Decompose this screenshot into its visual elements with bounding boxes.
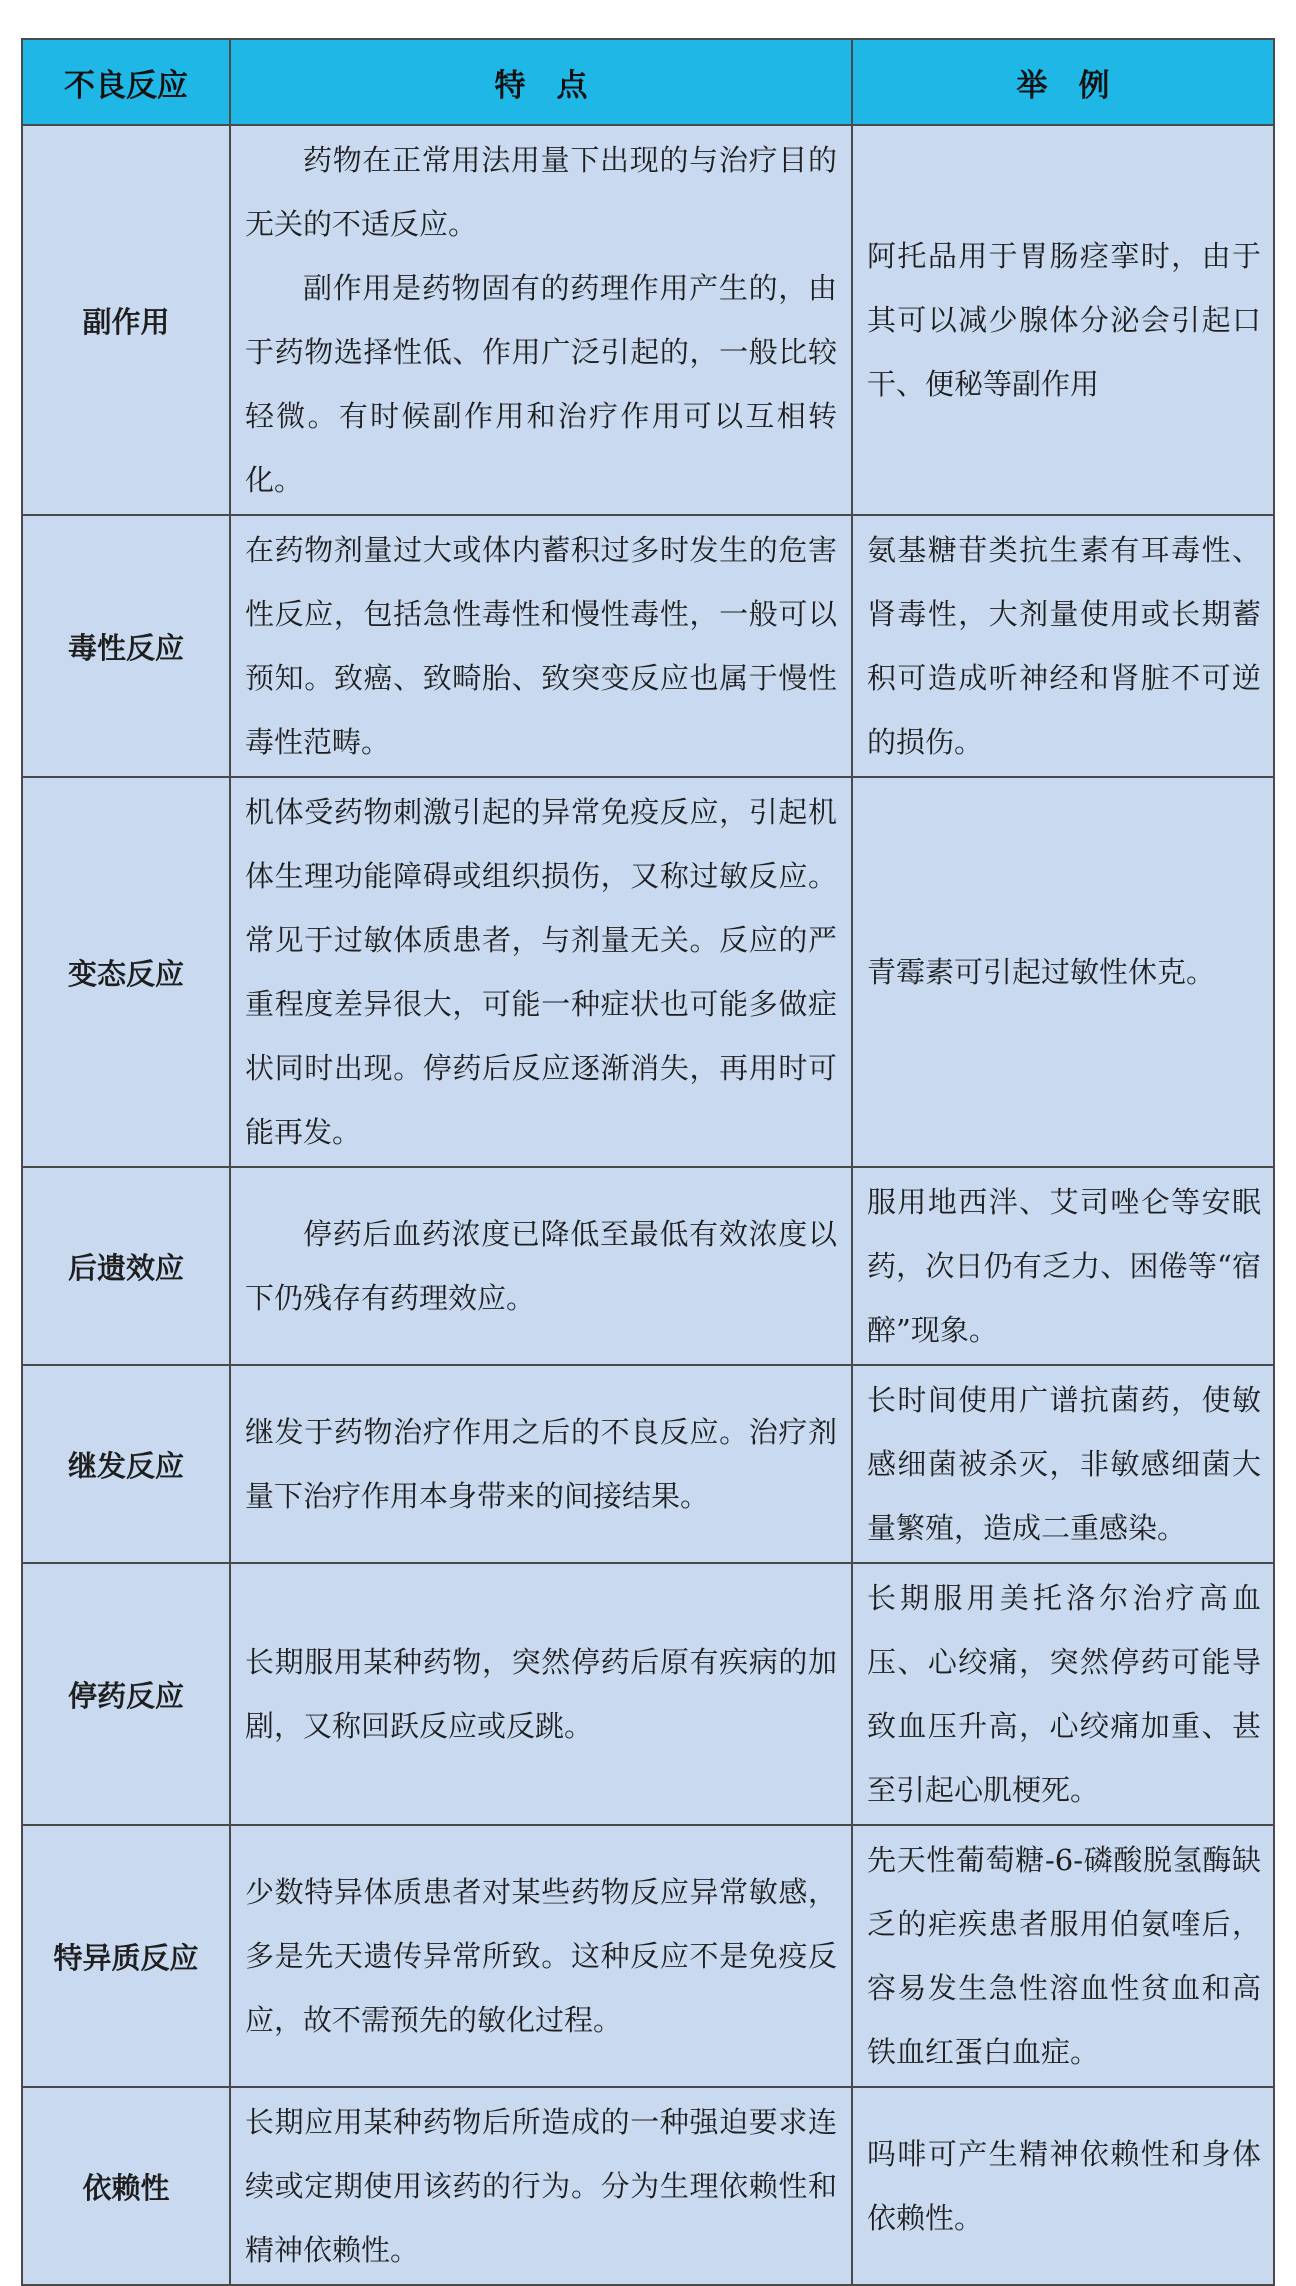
header-example: 举 例 <box>852 39 1274 125</box>
header-reaction: 不良反应 <box>22 39 230 125</box>
feature-paragraph: 停药后血药浓度已降低至最低有效浓度以下仍残存有药理效应。 <box>245 1217 837 1315</box>
feature-paragraph: 少数特异体质患者对某些药物反应异常敏感，多是先天遗传异常所致。这种反应不是免疫反应，故不需预先的敏化过程。 <box>245 1875 837 2037</box>
reaction-feature <box>230 1365 852 1563</box>
reaction-feature <box>230 1167 852 1365</box>
feature-paragraph: 长期服用某种药物，突然停药后原有疾病的加剧，又称回跃反应或反跳。 <box>245 1645 837 1743</box>
reaction-feature <box>230 125 852 515</box>
table-row <box>22 777 1274 1167</box>
reaction-example: 青霉素可引起过敏性休克。 <box>852 777 1274 1167</box>
feature-paragraph: 机体受药物刺激引起的异常免疫反应，引起机体生理功能障碍或组织损伤，又称过敏反应。常见于过敏体质患者，与剂量无关。反应的严重程度差异很大，可能一种症状也可能多做症状同时出现。停药后反应逐渐消失，再用时可能再发。 <box>245 795 837 1149</box>
table-row <box>22 1825 1274 2087</box>
reaction-example: 服用地西泮、艾司唑仑等安眠药，次日仍有乏力、困倦等“宿醉”现象。 <box>852 1167 1274 1365</box>
table-row <box>22 1563 1274 1825</box>
reaction-feature <box>230 777 852 1167</box>
reaction-name: 停药反应 <box>22 1563 230 1825</box>
table-header-row <box>22 39 1274 125</box>
reaction-example: 阿托品用于胃肠痉挛时，由于其可以减少腺体分泌会引起口干、便秘等副作用 <box>852 125 1274 515</box>
reaction-name: 副作用 <box>22 125 230 515</box>
reaction-name: 毒性反应 <box>22 515 230 777</box>
adverse-reaction-table <box>21 38 1275 2286</box>
reaction-feature <box>230 1825 852 2087</box>
reaction-name: 后遗效应 <box>22 1167 230 1365</box>
feature-paragraph: 在药物剂量过大或体内蓄积过多时发生的危害性反应，包括急性毒性和慢性毒性，一般可以预知。致癌、致畸胎、致突变反应也属于慢性毒性范畴。 <box>245 533 837 759</box>
feature-paragraph: 副作用是药物固有的药理作用产生的，由于药物选择性低、作用广泛引起的，一般比较轻微。有时候副作用和治疗作用可以互相转化。 <box>245 271 837 497</box>
header-feature: 特 点 <box>230 39 852 125</box>
feature-paragraph: 继发于药物治疗作用之后的不良反应。治疗剂量下治疗作用本身带来的间接结果。 <box>245 1415 837 1513</box>
table-row <box>22 515 1274 777</box>
reaction-feature <box>230 1563 852 1825</box>
reaction-feature <box>230 515 852 777</box>
table-row <box>22 125 1274 515</box>
table-row <box>22 1365 1274 1563</box>
table-row <box>22 2087 1274 2285</box>
reaction-name: 继发反应 <box>22 1365 230 1563</box>
reaction-feature <box>230 2087 852 2285</box>
reaction-example: 长时间使用广谱抗菌药，使敏感细菌被杀灭，非敏感细菌大量繁殖，造成二重感染。 <box>852 1365 1274 1563</box>
reaction-name: 特异质反应 <box>22 1825 230 2087</box>
table-row <box>22 1167 1274 1365</box>
reaction-example: 长期服用美托洛尔治疗高血压、心绞痛，突然停药可能导致血压升高，心绞痛加重、甚至引起心肌梗死。 <box>852 1563 1274 1825</box>
feature-paragraph: 长期应用某种药物后所造成的一种强迫要求连续或定期使用该药的行为。分为生理依赖性和精神依赖性。 <box>245 2105 837 2267</box>
feature-paragraph: 药物在正常用法用量下出现的与治疗目的无关的不适反应。 <box>245 143 837 241</box>
reaction-example: 氨基糖苷类抗生素有耳毒性、肾毒性，大剂量使用或长期蓄积可造成听神经和肾脏不可逆的损伤。 <box>852 515 1274 777</box>
reaction-example: 吗啡可产生精神依赖性和身体依赖性。 <box>852 2087 1274 2285</box>
reaction-name: 依赖性 <box>22 2087 230 2285</box>
reaction-example: 先天性葡萄糖-6-磷酸脱氢酶缺乏的疟疾患者服用伯氨喹后，容易发生急性溶血性贫血和高铁血红蛋白血症。 <box>852 1825 1274 2087</box>
reaction-name: 变态反应 <box>22 777 230 1167</box>
